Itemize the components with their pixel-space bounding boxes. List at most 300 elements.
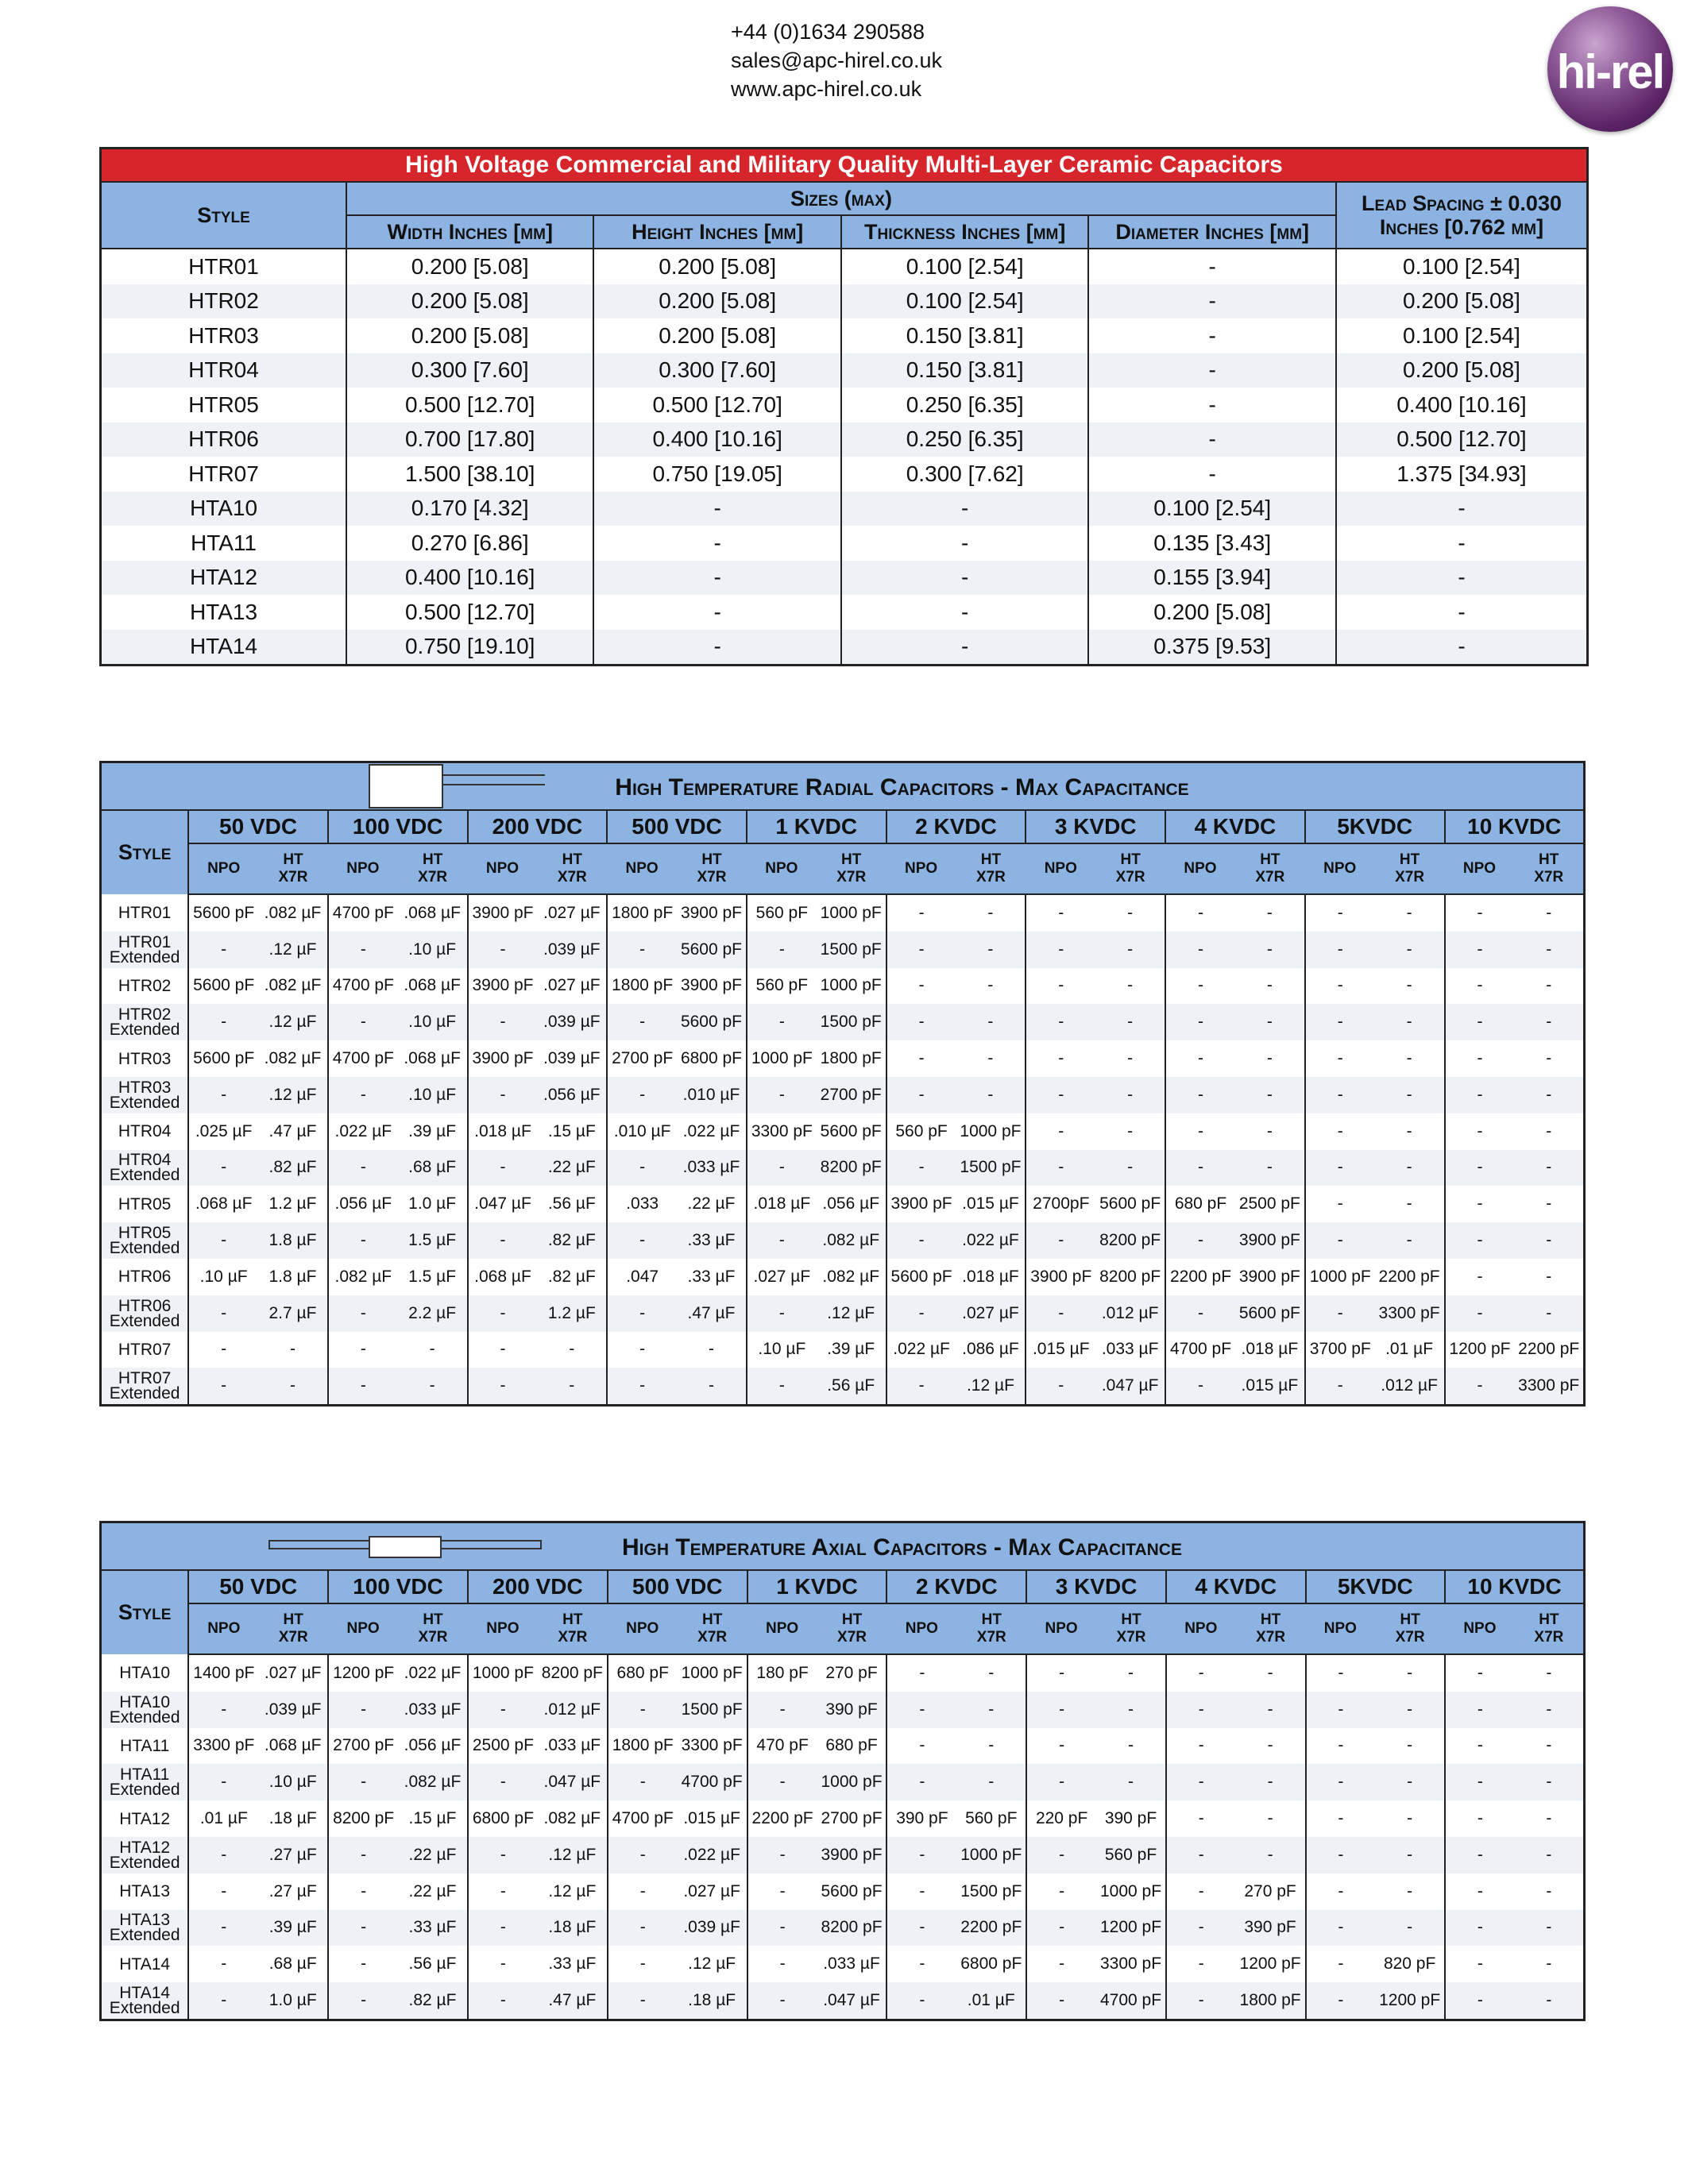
ht-x7r-header (677, 843, 747, 894)
capacitance-cell: 2700 pF (817, 1077, 886, 1113)
capacitance-cell: - (747, 1764, 817, 1800)
ht-label: HT (1121, 1611, 1141, 1628)
capacitance-cell: 1000 pF (681, 1663, 743, 1682)
style-name: HTA11 (120, 1736, 170, 1755)
style-cell (101, 1873, 189, 1910)
capacitance-cell: - (1375, 1837, 1445, 1873)
ht-x7r-header (537, 843, 607, 894)
x7r-label: X7R (1534, 869, 1564, 886)
style-cell (101, 894, 189, 932)
table-row (101, 932, 1585, 968)
size-cell: 0.100 [2.54] (1336, 249, 1588, 284)
capacitance-cell: - (607, 1368, 677, 1405)
capacitance-cell: .015 µF (962, 1194, 1019, 1214)
extended-label: Extended (109, 1384, 180, 1403)
email-address[interactable]: sales@apc-hirel.co.uk (731, 48, 943, 72)
capacitance-cell: .018 µF (747, 1186, 817, 1222)
size-column-header: Height Inches [mm] (593, 215, 840, 249)
capacitance-cell: - (747, 1004, 817, 1040)
capacitance-cell: - (1445, 1764, 1515, 1800)
capacitance-cell: - (468, 1764, 538, 1800)
capacitance-cell: 1000 pF (956, 1837, 1026, 1873)
capacitance-cell: .18 µF (678, 1982, 747, 2020)
capacitance-cell: - (1026, 1837, 1096, 1873)
capacitance-cell: .039 µF (543, 1049, 601, 1068)
voltage-header: 2 KVDC (886, 1570, 1026, 1603)
table-row (101, 353, 1588, 388)
capacitance-cell: - (1026, 1004, 1095, 1040)
capacitance-cell: .068 µF (404, 1049, 461, 1068)
capacitance-cell: 5600 pF (1235, 1295, 1305, 1332)
table-row (101, 423, 1588, 457)
capacitance-cell: - (1305, 894, 1375, 932)
capacitance-cell: - (747, 1150, 817, 1187)
capacitance-cell: - (988, 1663, 995, 1682)
table-row (101, 318, 1588, 353)
ht-x7r-header (1236, 1603, 1306, 1654)
size-cell: 0.400 [10.16] (593, 423, 840, 457)
npo-header: NPO (188, 1603, 258, 1654)
capacitance-cell: - (258, 1368, 328, 1405)
capacitance-cell: - (1166, 1982, 1236, 2020)
capacitance-cell: - (1166, 1764, 1236, 1800)
style-name: HTR04 (118, 1122, 172, 1141)
size-column-header: Thickness Inches [mm] (841, 215, 1089, 249)
npo-header: NPO (1166, 1603, 1236, 1654)
capacitance-cell: - (1375, 1150, 1445, 1187)
capacitance-cell: - (1306, 1692, 1376, 1728)
capacitance-cell: .22 µF (398, 1837, 468, 1873)
voltage-header: 1 KVDC (747, 1570, 887, 1603)
phone-number: +44 (0)1634 290588 (731, 20, 925, 44)
lead-spacing-line2: Inches [0.762 mm] (1379, 215, 1544, 239)
capacitance-cell: - (1095, 932, 1165, 968)
capacitance-cell: - (1305, 932, 1375, 968)
style-cell (101, 1654, 189, 1692)
capacitance-cell: .056 µF (822, 1194, 880, 1214)
style-cell (101, 1368, 189, 1405)
capacitance-cell: 3300 pF (1375, 1295, 1445, 1332)
capacitance-cell: 390 pF (817, 1692, 887, 1728)
capacitance-cell: - (1165, 932, 1235, 968)
capacitance-cell: - (1166, 1873, 1236, 1910)
voltage-header: 4 KVDC (1165, 810, 1305, 843)
size-cell: 0.300 [7.62] (841, 457, 1089, 492)
capacitance-cell: - (1445, 1982, 1515, 2020)
capacitance-cell: 1000 pF (960, 1121, 1022, 1140)
size-cell: - (1088, 388, 1336, 423)
capacitance-cell: - (1266, 903, 1273, 922)
capacitance-cell: - (468, 1837, 538, 1873)
capacitance-cell: .12 µF (258, 1077, 328, 1113)
capacitance-cell: - (1445, 1368, 1515, 1405)
capacitance-cell: - (1445, 1800, 1515, 1837)
capacitance-cell: - (1026, 894, 1095, 932)
capacitance-cell: - (886, 1728, 956, 1765)
capacitance-cell: - (1026, 1150, 1095, 1187)
size-cell: - (841, 595, 1089, 630)
capacitance-cell: - (1445, 1654, 1515, 1692)
size-cell: 0.200 [5.08] (593, 249, 840, 284)
ht-label: HT (841, 1611, 863, 1628)
capacitance-cell: - (1375, 1692, 1445, 1728)
x7r-label: X7R (697, 869, 727, 886)
capacitance-cell: 1800 pF (607, 894, 677, 932)
table-row (101, 249, 1588, 284)
capacitance-cell: - (1445, 1040, 1515, 1077)
capacitance-cell: 1500 pF (817, 1004, 886, 1040)
capacitance-cell: - (1375, 1910, 1445, 1947)
npo-header: NPO (747, 1603, 817, 1654)
capacitance-cell: 1000 pF (747, 1040, 817, 1077)
capacitance-cell: - (607, 1295, 677, 1332)
capacitance-cell: 1400 pF (188, 1654, 258, 1692)
axial-table-title-bar (101, 1522, 1585, 1571)
capacitance-cell: 1000 pF (1305, 1259, 1375, 1295)
size-cell: 0.100 [2.54] (1088, 492, 1336, 527)
capacitance-cell: - (956, 1077, 1026, 1113)
capacitance-cell: - (1305, 1004, 1375, 1040)
style-cell: HTA12 (101, 561, 346, 596)
capacitance-cell: 390 pF (1236, 1910, 1306, 1947)
capacitance-cell: 5600 pF (820, 1121, 882, 1140)
ht-label: HT (702, 1611, 723, 1628)
capacitance-cell: .068 µF (468, 1259, 538, 1295)
style-cell: HTR07 (188, 461, 259, 486)
style-cell: HTR03 (188, 322, 259, 348)
size-cell: 0.100 [2.54] (841, 249, 1089, 284)
capacitance-cell: - (1445, 1150, 1515, 1187)
table-row (101, 1873, 1585, 1910)
size-cell: 0.400 [10.16] (346, 561, 593, 596)
capacitance-cell: .12 µF (688, 1954, 736, 1974)
capacitance-cell: .033 µF (543, 1736, 601, 1755)
style-name: HTA10 (119, 1663, 171, 1682)
table-row (101, 1654, 1585, 1692)
capacitance-cell: .082 µF (264, 1049, 322, 1068)
ht-label: HT (1399, 851, 1420, 868)
capacitance-cell: 2700 pF (821, 1809, 883, 1828)
ht-x7r-header (258, 843, 328, 894)
capacitance-cell: 5600 pF (1099, 1194, 1161, 1214)
capacitance-cell: - (1166, 1728, 1236, 1765)
size-cell: 0.150 [3.81] (841, 318, 1089, 353)
capacitance-cell: - (468, 932, 538, 968)
capacitance-cell: .12 µF (258, 932, 328, 968)
capacitance-cell: - (987, 903, 994, 922)
table-row (101, 1800, 1585, 1837)
table-row (101, 1764, 1585, 1800)
capacitance-cell: .047 µF (468, 1186, 538, 1222)
x7r-label: X7R (418, 1629, 448, 1646)
capacitance-cell: - (1306, 1837, 1376, 1873)
capacitance-cell: 5600 pF (821, 1881, 883, 1900)
extended-label: Extended (109, 947, 180, 967)
size-cell: - (593, 526, 840, 561)
capacitance-cell: - (1165, 1113, 1235, 1150)
style-name: HTR02 (118, 976, 172, 995)
x7r-label: X7R (557, 869, 587, 886)
lead-spacing-header (1336, 182, 1588, 249)
capacitance-cell: - (607, 932, 677, 968)
npo-header: NPO (468, 843, 538, 894)
capacitance-cell: - (1026, 1654, 1096, 1692)
capacitance-cell: .015 µF (683, 1809, 740, 1828)
capacitance-cell: 390 pF (1104, 1809, 1157, 1828)
capacitance-cell: - (1026, 1368, 1095, 1405)
style-cell (101, 932, 189, 968)
capacitance-cell: - (188, 1764, 258, 1800)
capacitance-cell: - (398, 1368, 468, 1405)
capacitance-cell: - (1095, 1150, 1165, 1187)
capacitance-cell: - (1306, 1654, 1376, 1692)
table-row (101, 1332, 1585, 1368)
size-cell: 0.750 [19.10] (346, 630, 593, 666)
style-name: HTA14 (119, 1954, 171, 1974)
capacitance-cell: - (188, 1946, 258, 1982)
voltage-header: 500 VDC (607, 810, 747, 843)
capacitance-cell: .018 µF (962, 1267, 1019, 1286)
capacitance-cell: 5600 pF (188, 894, 258, 932)
size-cell: 0.270 [6.86] (346, 526, 593, 561)
ht-label: HT (423, 1611, 443, 1628)
extended-label: Extended (109, 1239, 180, 1258)
capacitance-cell: - (886, 932, 956, 968)
style-cell (101, 1692, 189, 1728)
capacitance-cell: .082 µF (398, 1764, 468, 1800)
ht-x7r-header (1095, 843, 1165, 894)
capacitance-cell: - (1407, 1809, 1413, 1828)
capacitance-cell: .022 µF (328, 1113, 398, 1150)
capacitance-cell: - (328, 1332, 398, 1368)
capacitance-cell: - (1095, 1004, 1165, 1040)
capacitance-cell: - (1514, 1150, 1584, 1187)
style-cell (101, 1295, 189, 1332)
extended-label: Extended (109, 1311, 180, 1330)
style-name: HTR04 (118, 1151, 172, 1170)
capacitance-cell: - (747, 1982, 817, 2020)
capacitance-cell: - (1166, 1946, 1236, 1982)
capacitance-cell: 3900 pF (1026, 1259, 1095, 1295)
ht-label: HT (701, 851, 722, 868)
table-row (101, 595, 1588, 630)
capacitance-cell: .47 µF (268, 1121, 317, 1140)
capacitance-cell: - (1546, 1881, 1552, 1900)
capacitance-cell: - (747, 1946, 817, 1982)
capacitance-cell: - (1445, 1077, 1515, 1113)
capacitance-cell: 4700 pF (328, 894, 398, 932)
capacitance-cell: - (328, 1764, 398, 1800)
ht-x7r-header (956, 1603, 1026, 1654)
capacitance-cell: - (886, 1873, 956, 1910)
x7r-label: X7R (1256, 1629, 1286, 1646)
ht-label: HT (422, 851, 443, 868)
npo-header: NPO (1306, 1603, 1376, 1654)
capacitance-cell: .22 µF (687, 1194, 736, 1214)
capacitance-cell: - (328, 1982, 398, 2020)
npo-header: NPO (608, 1603, 678, 1654)
capacitance-cell: - (1445, 1692, 1515, 1728)
style-cell: HTA13 (189, 599, 258, 624)
style-name: HTR05 (118, 1224, 172, 1243)
ht-label: HT (283, 1611, 303, 1628)
capacitance-cell: .33 µF (687, 1267, 736, 1286)
capacitance-cell: - (708, 1340, 714, 1359)
capacitance-cell: - (1515, 1837, 1585, 1873)
capacitance-cell: .12 µF (548, 1881, 597, 1900)
capacitance-cell: .022 µF (404, 1663, 462, 1682)
style-cell (101, 1982, 189, 2020)
capacitance-cell: 680 pF (608, 1654, 678, 1692)
capacitance-cell: - (1305, 1113, 1375, 1150)
capacitance-cell: .01 µF (1385, 1340, 1434, 1359)
capacitance-cell: - (1165, 1150, 1235, 1187)
ht-label: HT (1260, 1611, 1281, 1628)
table-row (101, 630, 1588, 666)
capacitance-cell: 1.2 µF (537, 1295, 607, 1332)
size-cell: - (1336, 526, 1588, 561)
size-column-header: Diameter Inches [mm] (1088, 215, 1336, 249)
capacitance-cell: - (1026, 1728, 1096, 1765)
ht-label: HT (1260, 851, 1280, 868)
capacitance-cell: - (1407, 1736, 1413, 1755)
x7r-label: X7R (1115, 869, 1145, 886)
capacitance-cell: - (1127, 976, 1134, 995)
capacitance-cell: .82 µF (258, 1150, 328, 1187)
contact-block (731, 17, 942, 103)
size-cell: 0.250 [6.35] (841, 423, 1089, 457)
style-name: HTA11 (120, 1765, 170, 1785)
capacitance-cell: - (468, 1222, 538, 1259)
size-cell: - (1336, 595, 1588, 630)
capacitance-cell: - (328, 1222, 398, 1259)
capacitance-cell: - (1026, 1692, 1096, 1728)
style-name: HTR03 (118, 1049, 172, 1068)
capacitance-cell: - (188, 1982, 258, 2020)
capacitance-cell: .056 µF (328, 1186, 398, 1222)
capacitance-cell: .039 µF (258, 1692, 328, 1728)
capacitance-cell: - (1546, 1663, 1552, 1682)
style-cell (101, 1764, 189, 1800)
capacitance-cell: 5600 pF (886, 1259, 956, 1295)
capacitance-cell: 560 pF (747, 968, 817, 1005)
hi-rel-logo (1547, 6, 1673, 132)
capacitance-cell: 3900 pF (468, 968, 538, 1005)
capacitance-cell: - (608, 1873, 678, 1910)
size-cell: 0.100 [2.54] (1336, 318, 1588, 353)
capacitance-cell: 1.5 µF (408, 1267, 457, 1286)
ht-label: HT (283, 851, 303, 868)
style-cell (101, 1186, 189, 1222)
capacitance-cell: .086 µF (962, 1340, 1019, 1359)
capacitance-cell: .027 µF (956, 1295, 1026, 1332)
x7r-label: X7R (1534, 1629, 1564, 1646)
capacitance-cell: - (188, 1295, 258, 1332)
size-cell: - (593, 595, 840, 630)
capacitance-cell: - (607, 1004, 677, 1040)
capacitance-cell: .082 µF (264, 903, 322, 922)
table-row (101, 561, 1588, 596)
capacitance-cell: - (956, 1692, 1026, 1728)
style-cell (101, 1222, 189, 1259)
capacitance-cell: 3900 pF (886, 1186, 956, 1222)
style-name: HTR01 (118, 932, 172, 951)
table-row (101, 1222, 1585, 1259)
capacitance-cell: - (1407, 1881, 1413, 1900)
style-cell (101, 1837, 189, 1873)
table-row (101, 1077, 1585, 1113)
x7r-label: X7R (1395, 869, 1425, 886)
website-link[interactable]: www.apc-hirel.co.uk (731, 77, 922, 101)
ht-label: HT (1539, 851, 1559, 868)
capacitance-cell: .039 µF (537, 1004, 607, 1040)
capacitance-cell: - (468, 1150, 538, 1187)
capacitance-cell: 1200 pF (1239, 1954, 1301, 1974)
capacitance-cell: - (1306, 1946, 1376, 1982)
capacitance-cell: .033 (607, 1186, 677, 1222)
capacitance-cell: - (328, 1837, 398, 1873)
capacitance-cell: 2700 pF (328, 1728, 398, 1765)
capacitance-cell: 1.0 µF (258, 1982, 328, 2020)
table-row (101, 526, 1588, 561)
capacitance-cell: 3300 pF (681, 1736, 743, 1755)
capacitance-cell: .022 µF (678, 1837, 747, 1873)
style-name: HTR02 (118, 1005, 172, 1024)
capacitance-cell: - (1166, 1910, 1236, 1947)
ht-label: HT (981, 1611, 1002, 1628)
ht-x7r-header (1515, 1603, 1585, 1654)
capacitance-cell: - (1235, 1150, 1305, 1187)
capacitance-cell: - (886, 1222, 956, 1259)
size-cell: - (1088, 423, 1336, 457)
voltage-header: 100 VDC (328, 1570, 468, 1603)
capacitance-cell: 1800 pF (607, 968, 677, 1005)
style-cell (101, 1332, 189, 1368)
capacitance-cell: - (1026, 1764, 1096, 1800)
style-cell (101, 1910, 189, 1947)
capacitance-cell: - (607, 1332, 677, 1368)
capacitance-cell: - (608, 1946, 678, 1982)
capacitance-cell: .39 µF (827, 1340, 875, 1359)
capacitance-cell: - (1445, 1728, 1515, 1765)
size-cell: - (1088, 457, 1336, 492)
capacitance-cell: - (956, 932, 1026, 968)
capacitance-cell: .01 µF (188, 1800, 258, 1837)
ht-x7r-header (817, 843, 886, 894)
capacitance-cell: - (1514, 932, 1584, 968)
extended-label: Extended (109, 1093, 180, 1112)
size-cell: - (593, 492, 840, 527)
capacitance-cell: - (886, 1295, 956, 1332)
size-cell: 0.200 [5.08] (346, 318, 593, 353)
voltage-header: 5KVDC (1306, 1570, 1446, 1603)
npo-header: NPO (1445, 1603, 1515, 1654)
x7r-label: X7R (1395, 1629, 1425, 1646)
capacitance-cell: 1.8 µF (258, 1222, 328, 1259)
style-name: HTR01 (118, 903, 172, 922)
capacitance-cell: - (1406, 1121, 1412, 1140)
size-cell: - (593, 630, 840, 666)
capacitance-cell: 270 pF (1244, 1881, 1296, 1900)
size-cell: 0.135 [3.43] (1088, 526, 1336, 561)
capacitance-cell: .33 µF (677, 1222, 747, 1259)
ht-x7r-header (1235, 843, 1305, 894)
table-row (101, 1982, 1585, 2020)
style-cell (101, 968, 189, 1005)
size-cell: - (841, 561, 1089, 596)
capacitance-cell: .18 µF (268, 1809, 317, 1828)
capacitance-cell: - (1236, 1692, 1306, 1728)
